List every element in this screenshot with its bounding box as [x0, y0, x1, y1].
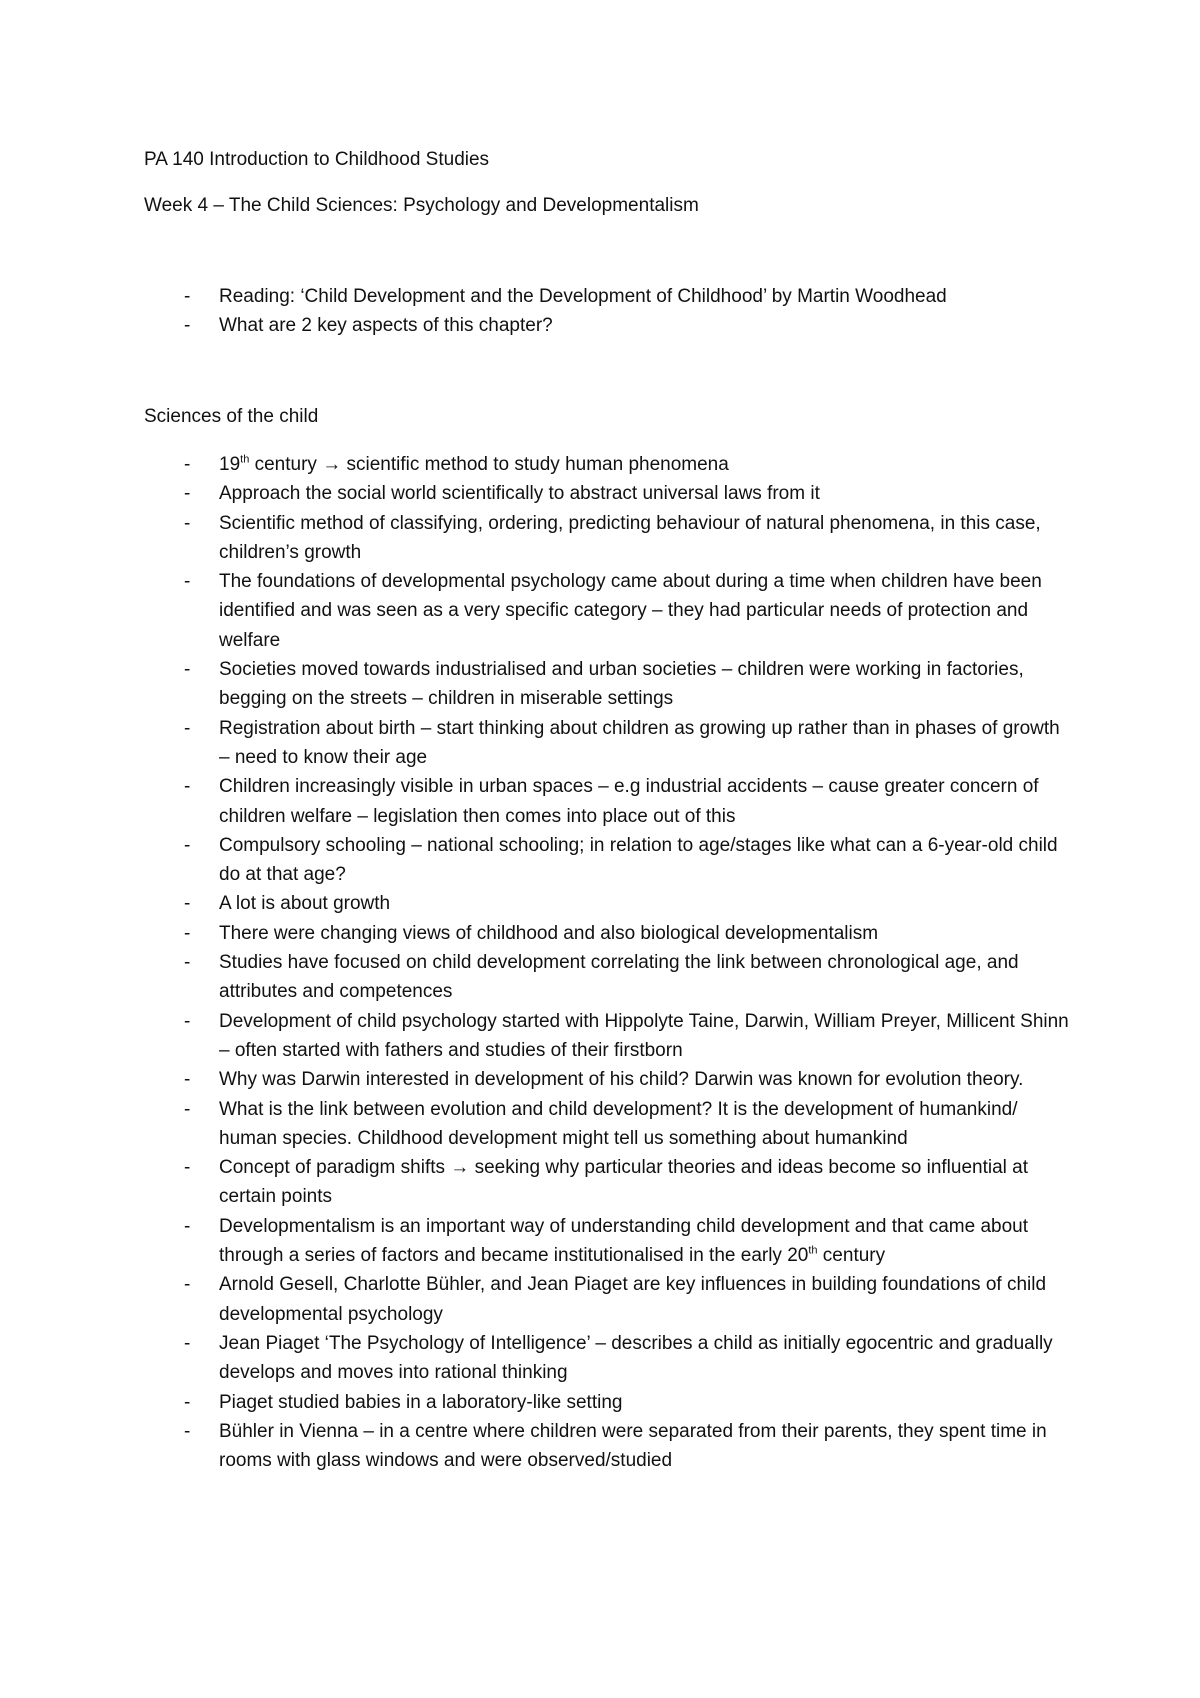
note-item: - Studies have focused on child development correlating the link between chronological age, and attributes and competences — [0, 948, 1069, 1007]
note-text: scientific method to study human phenomena — [341, 454, 729, 475]
note-item — [0, 450, 1069, 479]
note-item: - The foundations of developmental psychology came about during a time when children have been identified and was seen as a very specific category – they had particular needs of protection and welfare — [0, 567, 1069, 655]
note-text: seeking why particular theories and ideas become so influential at certain points — [219, 1157, 1029, 1208]
note-text: Developmentalism is an important way of understanding child development and that came about through a series of factors and became institutionalised in the early 20 — [219, 1215, 1029, 1267]
note-item — [0, 1212, 1069, 1271]
reading-item: - What are 2 key aspects of this chapter? — [0, 311, 1069, 340]
arrow-right-icon: → — [322, 454, 342, 475]
note-item: - What is the link between evolution and child development? It is the development of humankind/ human species. Childhood development might tell us something about humankind — [0, 1095, 1069, 1154]
note-text: 19 — [219, 454, 241, 475]
notes-list — [0, 450, 1200, 1475]
section-heading: Sciences of the child — [144, 406, 319, 427]
note-item: - Approach the social world scientifically to abstract universal laws from it — [0, 479, 1069, 508]
note-item: - Registration about birth – start thinking about children as growing up rather than in phases of growth – need to know their age — [0, 714, 1069, 773]
note-item: - Scientific method of classifying, ordering, predicting behaviour of natural phenomena, in this case, children’s growth — [0, 509, 1069, 568]
note-item: - Compulsory schooling – national schooling; in relation to age/stages like what can a 6-year-old child do at that age? — [0, 831, 1069, 890]
note-item: - Societies moved towards industrialised and urban societies – children were working in factories, begging on the streets – children in miserable settings — [0, 655, 1069, 714]
note-item: - Piaget studied babies in a laboratory-like setting — [0, 1388, 1069, 1417]
note-item: - Children increasingly visible in urban spaces – e.g industrial accidents – cause greater concern of children welfare – legislation then comes into place out of this — [0, 772, 1069, 831]
week-title: Week 4 – The Child Sciences: Psychology and Developmentalism — [144, 195, 699, 216]
superscript: th — [240, 453, 250, 466]
superscript: th — [808, 1244, 818, 1257]
note-item: - Arnold Gesell, Charlotte Bühler, and Jean Piaget are key influences in building foundations of child developmental psychology — [0, 1270, 1069, 1329]
note-item: - Why was Darwin interested in development of his child? Darwin was known for evolution theory. — [0, 1065, 1069, 1094]
note-item: - There were changing views of childhood and also biological developmentalism — [0, 919, 1069, 948]
note-text: century — [249, 454, 323, 475]
note-item: - Bühler in Vienna – in a centre where children were separated from their parents, they spent time in rooms with glass windows and were observed/studied — [0, 1417, 1069, 1476]
note-item: - Jean Piaget ‘The Psychology of Intelligence’ – describes a child as initially egocentric and gradually develops and moves into rational thinking — [0, 1329, 1069, 1388]
note-text: century — [817, 1245, 886, 1267]
note-item — [0, 1153, 1069, 1212]
arrow-right-icon: → — [450, 1157, 470, 1179]
note-item: - Development of child psychology started with Hippolyte Taine, Darwin, William Preyer, Millicent Shinn – often started with fathers and studies of their firstborn — [0, 1007, 1069, 1066]
reading-list — [0, 282, 1200, 341]
note-item: - A lot is about growth — [0, 889, 1069, 918]
course-title: PA 140 Introduction to Childhood Studies — [144, 149, 490, 170]
reading-item: - Reading: ‘Child Development and the Development of Childhood’ by Martin Woodhead — [0, 282, 1069, 311]
note-text: Concept of paradigm shifts — [219, 1157, 451, 1179]
